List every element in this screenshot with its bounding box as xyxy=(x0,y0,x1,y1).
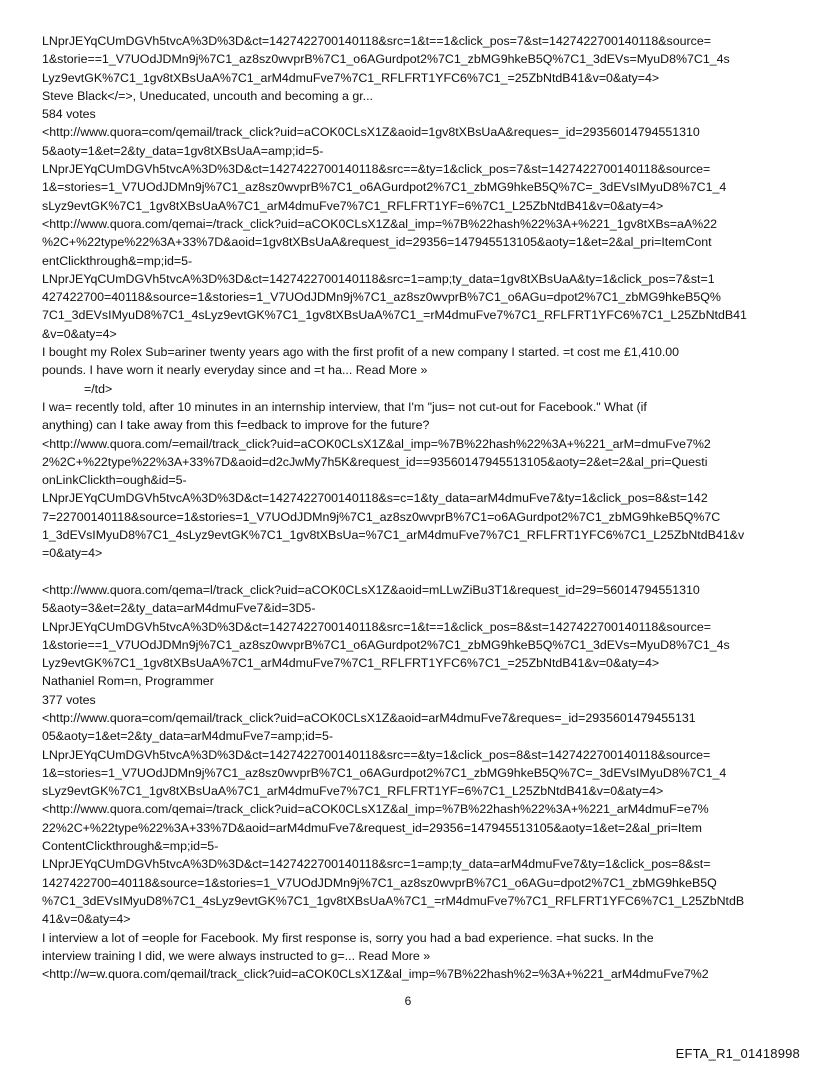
text-line: I wa= recently told, after 10 minutes in an internship interview, that I'm "jus= not cut-out for Facebook." What (if xyxy=(42,399,647,414)
text-line: 1&storie==1_V7UOdJDMn9j%7C1_az8sz0wvprB%7C1_o6AGurdpot2%7C1_zbMG9hkeB5Q%7C1_3dEVs=MyuD8%7C1_4s xyxy=(42,52,730,67)
text-line: LNprJEYqCUmDGVh5tvcA%3D%3D&ct=1427422700140118&src==&ty=1&click_pos=8&st=1427422700140118&source= xyxy=(42,747,711,762)
text-line: 05&aoty=1&et=2&ty_data=arM4dmuFve7=amp;id=5- xyxy=(42,729,334,744)
text-line: 2%2C+%22type%22%3A+33%7D&aoid=d2cJwMy7h5K&request_id==93560147945513105&aoty=2&et=2&al_pri=Questi xyxy=(42,454,708,469)
text-line: 377 votes xyxy=(42,692,96,707)
text-line: LNprJEYqCUmDGVh5tvcA%3D%3D&ct=1427422700140118&src=1=amp;ty_data=arM4dmuFve7&ty=1&click_pos=8&st= xyxy=(42,857,711,872)
text-line: &v=0&aty=4> xyxy=(42,326,117,341)
text-line: 22%2C+%22type%22%3A+33%7D&aoid=arM4dmuFve7&request_id=29356=147945513105&aoty=1&et=2&al_pri=Item xyxy=(42,820,702,835)
document-body xyxy=(42,32,782,983)
link-text-line: <http://www.quora=com/qemail/track_click?uid=aCOK0CLsX1Z&aoid=1gv8tXBsUaA&reques=_id=29356014794551310 xyxy=(42,125,700,140)
link-text-line: <http://www.quora.com/qema=l/track_click?uid=aCOK0CLsX1Z&aoid=mLLwZiBu3T1&request_id=29=56014794551310 xyxy=(42,582,700,597)
text-line xyxy=(42,563,782,581)
link-text-line: <http://w=w.quora.com/qemail/track_click?uid=aCOK0CLsX1Z&al_imp=%7B%22hash%2=%3A+%221_arM4dmuFve7%2 xyxy=(42,967,709,982)
text-line: 584 votes xyxy=(42,107,96,122)
link-text-line: <http://www.quora=com/qemail/track_click?uid=aCOK0CLsX1Z&aoid=arM4dmuFve7&reques=_id=2935601479455131 xyxy=(42,710,696,725)
bates-number: EFTA_R1_01418998 xyxy=(675,1046,800,1061)
text-line: LNprJEYqCUmDGVh5tvcA%3D%3D&ct=1427422700140118&src=1=amp;ty_data=1gv8tXBsUaA&ty=1&click_pos=7&st=1 xyxy=(42,271,715,286)
text-line: I bought my Rolex Sub=ariner twenty years ago with the first profit of a new company I started. =t cost me £1,410.00 xyxy=(42,345,680,360)
text-line: 1&=stories=1_V7UOdJDMn9j%7C1_az8sz0wvprB%7C1_o6AGurdpot2%7C1_zbMG9hkeB5Q%7C=_3dEVsIMyuD8%7C1_4 xyxy=(42,180,727,195)
text-line: 427422700=40118&source=1&stories=1_V7UOdJDMn9j%7C1_az8sz0wvprB%7C1_o6AGu=dpot2%7C1_zbMG9hkeB5Q% xyxy=(42,290,721,305)
text-line: Nathaniel Rom=n, Programmer xyxy=(42,674,214,689)
text-line: 7C1_3dEVsIMyuD8%7C1_4sLyz9evtGK%7C1_1gv8tXBsUaA%7C1_=rM4dmuFve7%7C1_RFLFRT1YFC6%7C1_L25ZbNtdB41 xyxy=(42,308,747,323)
text-line: 41&v=0&aty=4> xyxy=(42,912,131,927)
text-line: entClickthrough&=mp;id=5- xyxy=(42,253,193,268)
link-text-line: <http://www.quora.com/qemai=/track_click?uid=aCOK0CLsX1Z&al_imp=%7B%22hash%22%3A+%221_1gv8tXBs=aA%22 xyxy=(42,216,717,231)
text-line: LNprJEYqCUmDGVh5tvcA%3D%3D&ct=1427422700140118&src=1&t==1&click_pos=8&st=1427422700140118&source= xyxy=(42,619,711,634)
text-line: Lyz9evtGK%7C1_1gv8tXBsUaA%7C1_arM4dmuFve7%7C1_RFLFRT1YFC6%7C1_=25ZbNtdB41&v=0&aty=4> xyxy=(42,70,660,85)
text-line: 1427422700=40118&source=1&stories=1_V7UOdJDMn9j%7C1_az8sz0wvprB%7C1_o6AGu=dpot2%7C1_zbMG9hkeB5Q xyxy=(42,875,717,890)
text-line: sLyz9evtGK%7C1_1gv8tXBsUaA%7C1_arM4dmuFve7%7C1_RFLFRT1YF=6%7C1_L25ZbNtdB41&v=0&aty=4> xyxy=(42,198,664,213)
text-line: 5&aoty=3&et=2&ty_data=arM4dmuFve7&id=3D5- xyxy=(42,601,316,616)
text-line: =/td> xyxy=(84,381,113,396)
text-line: anything) can I take away from this f=edback to improve for the future? xyxy=(42,418,430,433)
text-line: %2C+%22type%22%3A+33%7D&aoid=1gv8tXBsUaA&request_id=29356=147945513105&aoty=1&et=2&al_pri=ItemCont xyxy=(42,235,712,250)
link-text-line: <http://www.quora.com/qemai=/track_click?uid=aCOK0CLsX1Z&al_imp=%7B%22hash%22%3A+%221_arM4dmuF=e7% xyxy=(42,802,709,817)
link-text-line: <http://www.quora.com/=email/track_click?uid=aCOK0CLsX1Z&al_imp=%7B%22hash%22%3A+%221_arM=dmuFve7%2 xyxy=(42,436,711,451)
text-line: LNprJEYqCUmDGVh5tvcA%3D%3D&ct=1427422700140118&src==&ty=1&click_pos=7&st=1427422700140118&source= xyxy=(42,162,711,177)
text-line: 7=22700140118&source=1&stories=1_V7UOdJDMn9j%7C1_az8sz0wvprB%7C1=o6AGurdpot2%7C1_zbMG9hkeB5Q%7C xyxy=(42,509,721,524)
text-line: onLinkClickth=ough&id=5- xyxy=(42,473,187,488)
page-number: 6 xyxy=(404,994,412,1008)
text-line: 5&aoty=1&et=2&ty_data=1gv8tXBsUaA=amp;id=5- xyxy=(42,143,324,158)
text-line: 1&storie==1_V7UOdJDMn9j%7C1_az8sz0wvprB%7C1_o6AGurdpot2%7C1_zbMG9hkeB5Q%7C1_3dEVs=MyuD8%7C1_4s xyxy=(42,637,730,652)
text-line: pounds. I have worn it nearly everyday since and =t ha... Read More » xyxy=(42,363,428,378)
text-line: 1_3dEVsIMyuD8%7C1_4sLyz9evtGK%7C1_1gv8tXBsUa=%7C1_arM4dmuFve7%7C1_RFLFRT1YFC6%7C1_L25ZbNtdB41&v xyxy=(42,528,745,543)
text-line: %7C1_3dEVsIMyuD8%7C1_4sLyz9evtGK%7C1_1gv8tXBsUaA%7C1_=rM4dmuFve7%7C1_RFLFRT1YFC6%7C1_L25ZbNtdB xyxy=(42,893,745,908)
text-line: LNprJEYqCUmDGVh5tvcA%3D%3D&ct=1427422700140118&src=1&t==1&click_pos=7&st=1427422700140118&source= xyxy=(42,34,711,48)
text-line: 1&=stories=1_V7UOdJDMn9j%7C1_az8sz0wvprB%7C1_o6AGurdpot2%7C1_zbMG9hkeB5Q%7C=_3dEVsIMyuD8%7C1_4 xyxy=(42,765,727,780)
text-line: ContentClickthrough&=mp;id=5- xyxy=(42,839,219,854)
text-line: Steve Black</=>, Uneducated, uncouth and becoming a gr... xyxy=(42,88,373,103)
text-line: Lyz9evtGK%7C1_1gv8tXBsUaA%7C1_arM4dmuFve7%7C1_RFLFRT1YFC6%7C1_=25ZbNtdB41&v=0&aty=4> xyxy=(42,656,660,671)
text-line: interview training I did, we were always instructed to g=... Read More » xyxy=(42,948,431,963)
text-line: I interview a lot of =eople for Facebook. My first response is, sorry you had a bad experience. =hat sucks. In the xyxy=(42,930,654,945)
text-line: =0&aty=4> xyxy=(42,546,103,561)
text-line: sLyz9evtGK%7C1_1gv8tXBsUaA%7C1_arM4dmuFve7%7C1_RFLFRT1YF=6%7C1_L25ZbNtdB41&v=0&aty=4> xyxy=(42,784,664,799)
text-line: LNprJEYqCUmDGVh5tvcA%3D%3D&ct=1427422700140118&s=c=1&ty_data=arM4dmuFve7&ty=1&click_pos=8&st=142 xyxy=(42,491,708,506)
